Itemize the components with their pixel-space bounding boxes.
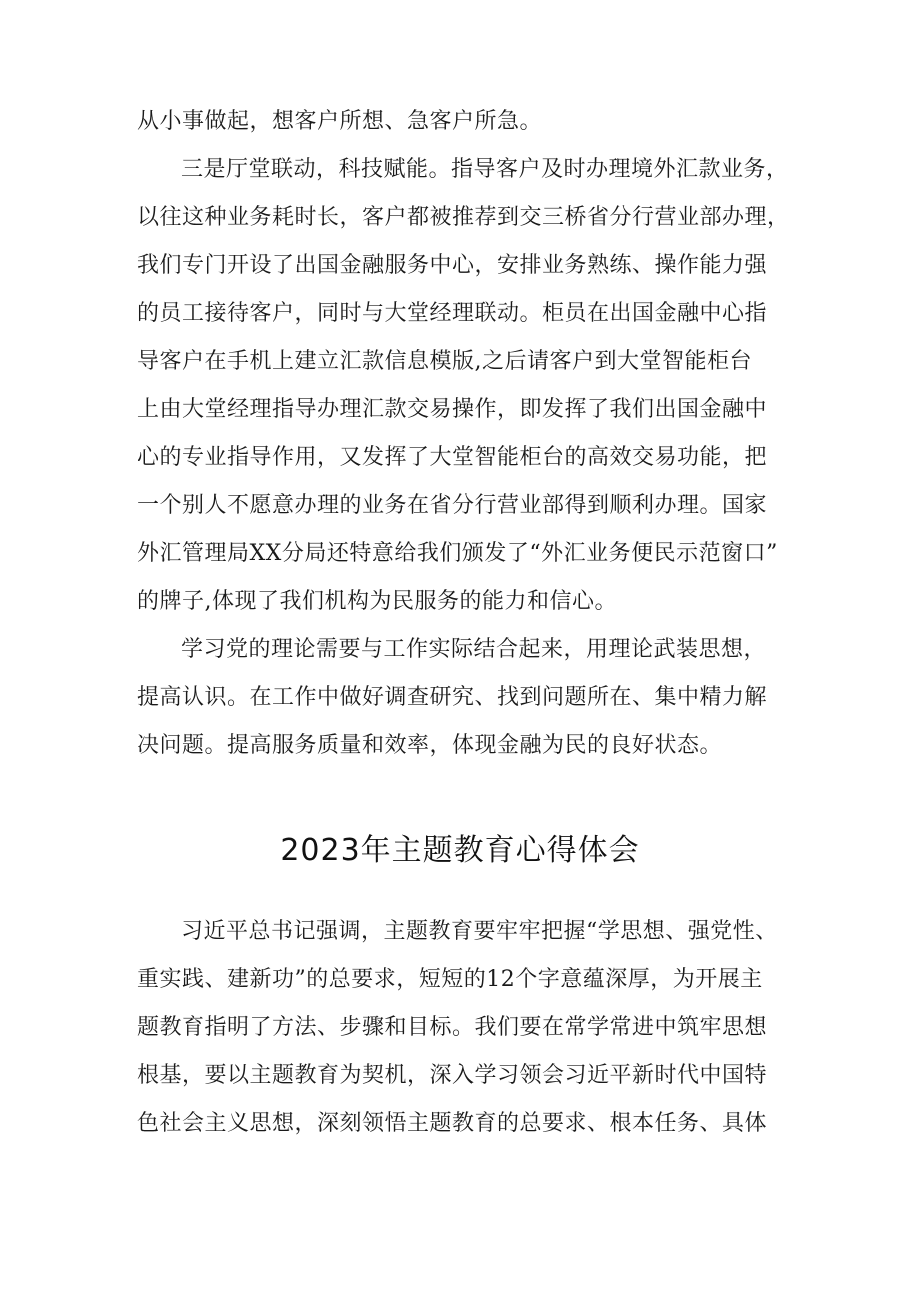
paragraph-line: 的员工接待客户，同时与大堂经理联动。柜员在出国金融中心指 [137, 301, 768, 326]
paragraph-line: 三是厅堂联动，科技赋能。指导客户及时办理境外汇款业务， [181, 157, 789, 182]
paragraph-line: 提高认识。在工作中做好调查研究、找到问题所在、集中精力解 [137, 685, 768, 710]
paragraph-line: 的牌子,体现了我们机构为民服务的能力和信心。 [137, 589, 617, 614]
paragraph-line: 学习党的理论需要与工作实际结合起来，用理论武装思想， [181, 637, 767, 662]
section-2-body [137, 908, 805, 1148]
paragraph-line: 导客户在手机上建立汇款信息模版,之后请客户到大堂智能柜台 [137, 349, 752, 374]
paragraph-line: 从小事做起，想客户所想、急客户所急。 [137, 109, 543, 134]
paragraph-line: 我们专门开设了出国金融服务中心，安排业务熟练、操作能力强 [137, 253, 768, 278]
section-1-body [137, 98, 805, 770]
paragraph-line: 心的专业指导作用，又发挥了大堂智能柜台的高效交易功能，把 [137, 445, 768, 470]
paragraph-line: 题教育指明了方法、步骤和目标。我们要在常学常进中筑牢思想 [137, 1015, 768, 1040]
paragraph-line: 色社会主义思想，深刻领悟主题教育的总要求、根本任务、具体 [137, 1111, 768, 1136]
document-title: 2023年主题教育心得体会 [280, 833, 640, 868]
paragraph-line: 重实践、建新功”的总要求，短短的12个字意蕴深厚，为开展主 [137, 967, 763, 992]
paragraph-line: 上由大堂经理指导办理汇款交易操作，即发挥了我们出国金融中 [137, 397, 768, 422]
paragraph-line: 习近平总书记强调，主题教育要牢牢把握“学思想、强党性、 [181, 919, 778, 944]
paragraph-line: 以往这种业务耗时长，客户都被推荐到交三桥省分行营业部办理， [137, 205, 790, 230]
paragraph-line: 根基，要以主题教育为契机，深入学习领会习近平新时代中国特 [137, 1063, 768, 1088]
paragraph-line: 外汇管理局XX分局还特意给我们颁发了“外汇业务便民示范窗口” [137, 541, 778, 566]
paragraph-line: 一个别人不愿意办理的业务在省分行营业部得到顺利办理。国家 [137, 493, 768, 518]
paragraph-line: 决问题。提高服务质量和效率，体现金融为民的良好状态。 [137, 733, 723, 758]
